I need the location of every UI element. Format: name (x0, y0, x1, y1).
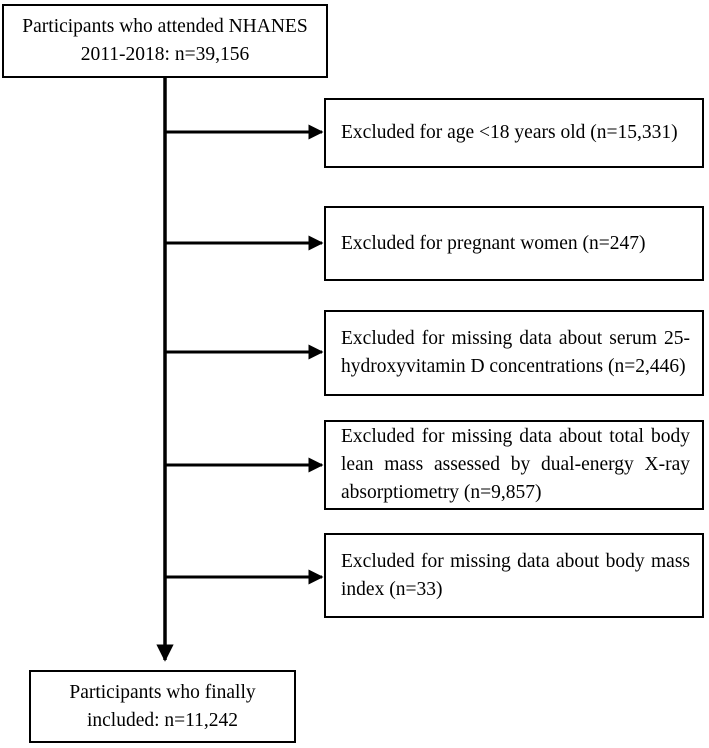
exclusion-box-2 (324, 206, 704, 281)
exclusion-text-4: Excluded for missing data about total body lean mass assessed by dual-energy X-ray absorptiometry (n=9,857) (341, 426, 690, 503)
exclusion-box-4 (324, 420, 704, 510)
start-box-text: Participants who attended NHANES 2011-2018: n=39,156 (22, 16, 308, 65)
exclusion-box-3 (324, 310, 704, 396)
exclusion-box-1 (324, 98, 704, 168)
exclusion-text-2: Excluded for pregnant women (n=247) (341, 232, 646, 254)
start-box (2, 4, 328, 78)
exclusion-box-5 (324, 533, 704, 618)
exclusion-text-3: Excluded for missing data about serum 25-hydroxyvitamin D concentrations (n=2,446) (341, 328, 690, 377)
exclusion-text-1: Excluded for age <18 years old (n=15,331) (341, 122, 678, 143)
exclusion-text-5: Excluded for missing data about body mass index (n=33) (341, 550, 690, 600)
final-box-text: Participants who finally included: n=11,242 (69, 681, 256, 731)
final-box (29, 670, 296, 743)
